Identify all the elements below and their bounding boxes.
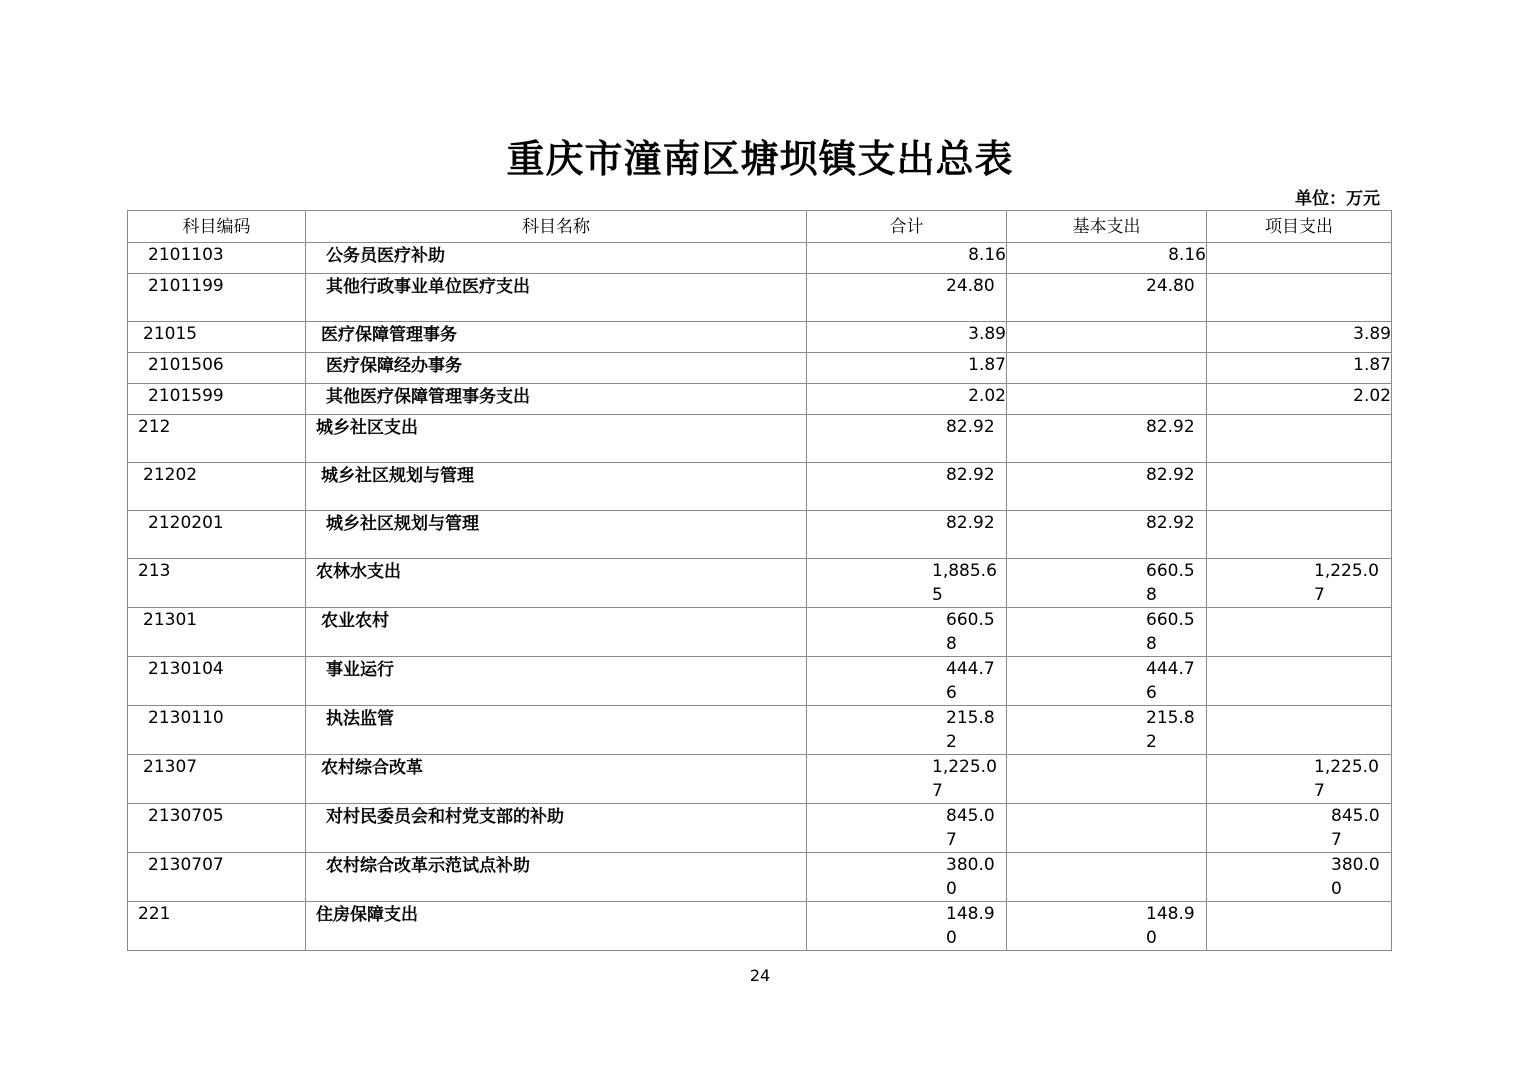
cell-total — [807, 463, 1007, 511]
cell-code: 2101599 — [128, 384, 306, 415]
table-row — [128, 415, 1392, 463]
cell-name: 城乡社区规划与管理 — [306, 463, 807, 511]
cell-total — [807, 706, 1007, 755]
cell-project — [1207, 902, 1392, 951]
cell-basic — [1007, 755, 1207, 804]
table-row — [128, 463, 1392, 511]
cell-total — [807, 322, 1007, 353]
cell-total — [807, 902, 1007, 951]
cell-total-value: 660.58 — [946, 610, 995, 654]
table-row — [128, 322, 1392, 353]
cell-project — [1207, 353, 1392, 384]
cell-basic-value: 148.90 — [1146, 904, 1195, 948]
cell-total — [807, 853, 1007, 902]
cell-name: 其他行政事业单位医疗支出 — [306, 274, 807, 322]
cell-project — [1207, 322, 1392, 353]
unit-label: 单位：万元 — [1295, 189, 1380, 209]
cell-total — [807, 243, 1007, 274]
cell-basic — [1007, 853, 1207, 902]
cell-code: 21202 — [128, 463, 306, 511]
cell-code: 21307 — [128, 755, 306, 804]
cell-project-value: 1.87 — [1353, 355, 1391, 375]
cell-project-value: 3.89 — [1353, 324, 1391, 344]
cell-name: 医疗保障管理事务 — [306, 322, 807, 353]
table-body — [128, 243, 1392, 951]
table-row — [128, 853, 1392, 902]
cell-total — [807, 274, 1007, 322]
cell-name: 执法监管 — [306, 706, 807, 755]
cell-total-value: 82.92 — [946, 465, 995, 485]
cell-project-value: 845.07 — [1331, 806, 1380, 850]
cell-project — [1207, 706, 1392, 755]
cell-basic — [1007, 608, 1207, 657]
cell-basic-value: 215.82 — [1146, 708, 1195, 752]
cell-total — [807, 657, 1007, 706]
cell-basic-value: 24.80 — [1146, 276, 1195, 296]
cell-basic — [1007, 804, 1207, 853]
cell-basic — [1007, 559, 1207, 608]
cell-basic-value: 660.58 — [1146, 561, 1195, 605]
cell-total-value: 845.07 — [946, 806, 995, 850]
table-row — [128, 511, 1392, 559]
table-row — [128, 384, 1392, 415]
table-row — [128, 657, 1392, 706]
cell-code: 213 — [128, 559, 306, 608]
cell-total-value: 444.76 — [946, 659, 995, 703]
table-row — [128, 804, 1392, 853]
table-row — [128, 608, 1392, 657]
header-basic: 基本支出 — [1007, 211, 1207, 243]
cell-basic — [1007, 415, 1207, 463]
cell-project — [1207, 463, 1392, 511]
cell-total-value: 24.80 — [946, 276, 995, 296]
table-row — [128, 353, 1392, 384]
cell-project — [1207, 853, 1392, 902]
cell-code: 2101199 — [128, 274, 306, 322]
cell-total — [807, 511, 1007, 559]
cell-total — [807, 608, 1007, 657]
cell-code: 221 — [128, 902, 306, 951]
cell-project — [1207, 511, 1392, 559]
cell-name: 城乡社区规划与管理 — [306, 511, 807, 559]
cell-code: 2130104 — [128, 657, 306, 706]
header-code: 科目编码 — [128, 211, 306, 243]
cell-basic-value: 82.92 — [1146, 465, 1195, 485]
cell-basic — [1007, 657, 1207, 706]
cell-name: 农林水支出 — [306, 559, 807, 608]
cell-name: 对村民委员会和村党支部的补助 — [306, 804, 807, 853]
cell-code: 2130705 — [128, 804, 306, 853]
cell-code: 212 — [128, 415, 306, 463]
cell-project-value: 2.02 — [1353, 386, 1391, 406]
cell-project — [1207, 559, 1392, 608]
header-name: 科目名称 — [306, 211, 807, 243]
cell-name: 农业农村 — [306, 608, 807, 657]
cell-basic-value: 82.92 — [1146, 513, 1195, 533]
cell-basic — [1007, 902, 1207, 951]
cell-project — [1207, 274, 1392, 322]
header-project: 项目支出 — [1207, 211, 1392, 243]
cell-basic-value: 660.58 — [1146, 610, 1195, 654]
cell-project — [1207, 755, 1392, 804]
cell-project — [1207, 804, 1392, 853]
cell-code: 2101506 — [128, 353, 306, 384]
cell-total-value: 3.89 — [968, 324, 1006, 344]
cell-total-value: 2.02 — [968, 386, 1006, 406]
cell-total — [807, 415, 1007, 463]
cell-total-value: 380.00 — [946, 855, 995, 899]
cell-basic-value: 82.92 — [1146, 417, 1195, 437]
cell-basic — [1007, 384, 1207, 415]
cell-total-value: 1.87 — [968, 355, 1006, 375]
cell-total-value: 1,225.07 — [932, 757, 997, 801]
cell-name: 其他医疗保障管理事务支出 — [306, 384, 807, 415]
cell-code: 2130707 — [128, 853, 306, 902]
cell-basic — [1007, 243, 1207, 274]
cell-basic — [1007, 322, 1207, 353]
cell-total — [807, 353, 1007, 384]
cell-code: 2101103 — [128, 243, 306, 274]
page-title: 重庆市潼南区塘坝镇支出总表 — [506, 136, 1014, 181]
cell-total-value: 82.92 — [946, 513, 995, 533]
cell-basic — [1007, 511, 1207, 559]
table-row — [128, 243, 1392, 274]
cell-total-value: 215.82 — [946, 708, 995, 752]
cell-name: 农村综合改革 — [306, 755, 807, 804]
cell-project-value: 1,225.07 — [1314, 561, 1379, 605]
cell-code: 21015 — [128, 322, 306, 353]
table-row — [128, 902, 1392, 951]
cell-code: 21301 — [128, 608, 306, 657]
table-row — [128, 706, 1392, 755]
cell-name: 住房保障支出 — [306, 902, 807, 951]
table-row — [128, 755, 1392, 804]
header-total: 合计 — [807, 211, 1007, 243]
cell-total — [807, 559, 1007, 608]
expenditure-table — [127, 210, 1392, 951]
cell-name: 医疗保障经办事务 — [306, 353, 807, 384]
cell-basic-value: 444.76 — [1146, 659, 1195, 703]
cell-total — [807, 384, 1007, 415]
cell-total-value: 148.90 — [946, 904, 995, 948]
cell-name: 农村综合改革示范试点补助 — [306, 853, 807, 902]
cell-basic — [1007, 274, 1207, 322]
cell-total-value: 8.16 — [968, 245, 1006, 265]
cell-project — [1207, 657, 1392, 706]
cell-basic-value: 8.16 — [1168, 245, 1206, 265]
cell-total-value: 82.92 — [946, 417, 995, 437]
cell-total-value: 1,885.65 — [932, 561, 997, 605]
cell-project — [1207, 243, 1392, 274]
cell-project — [1207, 384, 1392, 415]
page-number: 24 — [749, 966, 771, 985]
cell-project — [1207, 608, 1392, 657]
cell-code: 2130110 — [128, 706, 306, 755]
cell-basic — [1007, 463, 1207, 511]
cell-name: 城乡社区支出 — [306, 415, 807, 463]
cell-basic — [1007, 706, 1207, 755]
cell-code: 2120201 — [128, 511, 306, 559]
cell-name: 事业运行 — [306, 657, 807, 706]
table-row — [128, 559, 1392, 608]
cell-project-value: 1,225.07 — [1314, 757, 1379, 801]
table-row — [128, 274, 1392, 322]
cell-basic — [1007, 353, 1207, 384]
cell-project — [1207, 415, 1392, 463]
cell-total — [807, 804, 1007, 853]
table-header-row — [128, 211, 1392, 243]
cell-total — [807, 755, 1007, 804]
cell-name: 公务员医疗补助 — [306, 243, 807, 274]
cell-project-value: 380.00 — [1331, 855, 1380, 899]
